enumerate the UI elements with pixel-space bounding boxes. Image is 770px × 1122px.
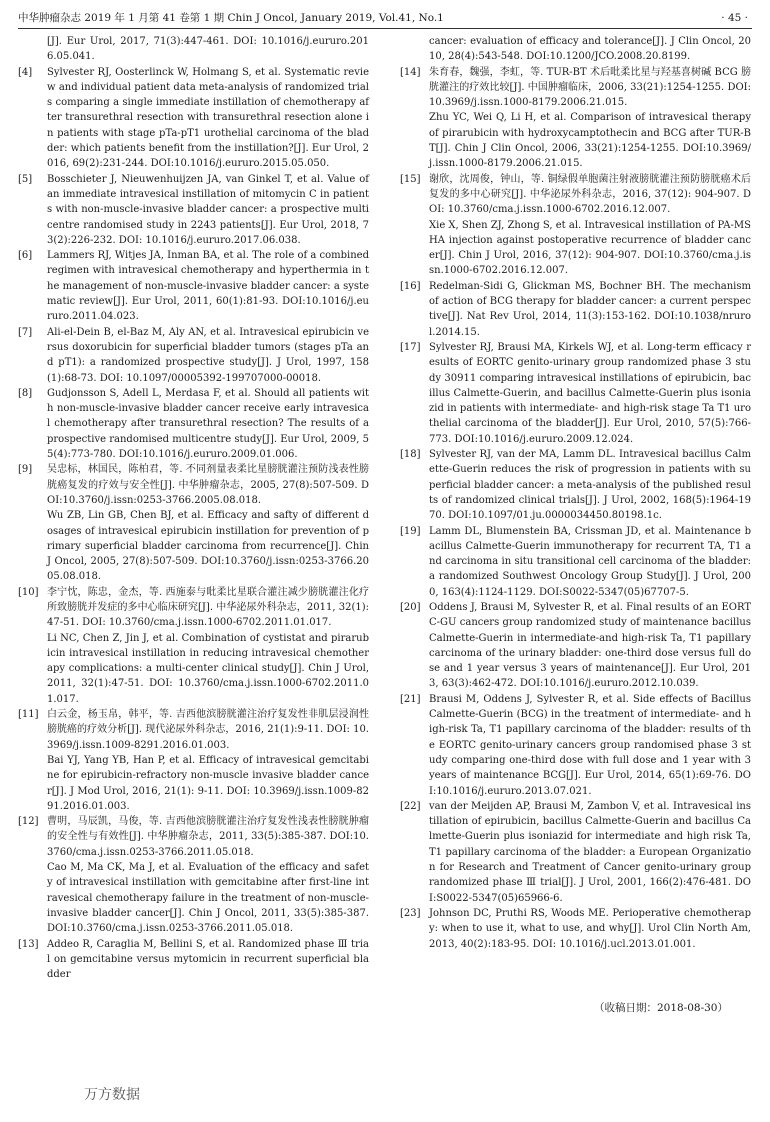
- references-left-column: [18, 34, 369, 982]
- reference-item: [18, 585, 369, 707]
- reference-number: [16]: [400, 280, 421, 292]
- running-header: [18, 8, 752, 29]
- reference-number: [21]: [400, 693, 421, 705]
- reference-text: Redelman-Sidi G, Glickman MS, Bochner BH. The mechanism of action of BCG therapy for bladder cancer: a current perspective[J]. Nat Rev Urol, 2014, 11(3):153-162. DOI:10.1038/nrurol.2014.15.: [429, 280, 751, 338]
- reference-number: [11]: [18, 709, 39, 721]
- reference-text: Bosschieter J, Nieuwenhuijzen JA, van Ginkel T, et al. Value of an immediate intravesical instillation of mitomycin C in patients with non-muscle-invasive bladder cancer: a prospective multicentre randomised study in 2243 patients[J]. Eur Urol, 2018, 73(2):226-232. DOI: 10.1016/j.eururo.2017.06.038.: [47, 173, 369, 246]
- received-date: （收稿日期：2018-08-30）: [593, 1002, 728, 1014]
- reference-text: van der Meijden AP, Brausi M, Zambon V, et al. Intravesical instillation of epirubicin, bacillus Calmette-Guerin and bacillus Calmette-Guerin plus isoniazid for intermediate and high risk Ta, T1 papillary carcinoma of the bladder: a European Organization for Research and Treatment of Cancer genito-urinary group randomized phase Ⅲ trial[J]. J Urol, 2001, 166(2):476-481. DOI:S0022-5347(05)65966-6.: [429, 800, 751, 904]
- reference-text: Zhu YC, Wei Q, Li H, et al. Comparison of intravesical therapy of pirarubicin with hydroxycamptothecin and BCG after TUR-BT[J]. Chin J Clin Oncol, 2006, 33(21):1254-1255. DOI:10.3969/j.issn.1000-8179.2006.21.015.: [429, 112, 751, 170]
- reference-item: [400, 65, 751, 172]
- reference-number: [22]: [400, 800, 421, 812]
- reference-text: Ali-el-Dein B, el-Baz M, Aly AN, et al. Intravesical epirubicin versus doxorubicin for superficial bladder tumors (stages pTa and pT1): a randomized prospective study[J]. J Urol, 1997, 158(1):68-73. DOI: 10.1097/00005392-199707000-00018.: [47, 326, 369, 384]
- reference-number: [23]: [400, 907, 421, 919]
- reference-text: Brausi M, Oddens J, Sylvester R, et al. Side effects of Bacillus Calmette-Guerin (BCG) in the treatment of intermediate- and high-risk Ta, T1 papillary carcinoma of the bladder: results of the EORTC genito-urinary cancers group randomised phase 3 study comparing one-third dose with full dose and 1 year with 3 years of maintenance BCG[J]. Eur Urol, 2014, 65(1):69-76. DOI:10.1016/j.eururo.2013.07.021.: [429, 693, 751, 797]
- reference-number: [17]: [400, 341, 421, 353]
- reference-text: Johnson DC, Pruthi RS, Woods ME. Perioperative chemotherapy: when to use it, what to use, and why[J]. Urol Clin North Am, 2013, 40(2):183-95. DOI: 10.1016/j.ucl.2013.01.001.: [429, 907, 751, 950]
- reference-text: Sylvester RJ, Brausi MA, Kirkels WJ, et al. Long-term efficacy results of EORTC genito-urinary group randomized phase 3 study 30911 comparing intravesical instillations of epirubicin, bacillus Calmette-Guerin, and bacillus Calmette-Guerin plus isoniazid in patients with intermediate- and high-risk stage Ta T1 urothelial carcinoma of the bladder[J]. Eur Urol, 2010, 57(5):766-773. DOI:10.1016/j.eururo.2009.12.024.: [429, 341, 751, 445]
- reference-item: [18, 248, 369, 324]
- reference-text: Oddens J, Brausi M, Sylvester R, et al. Final results of an EORTC-GU cancers group randomized study of maintenance bacillus Calmette-Guerin in intermediate-and high-risk Ta, T1 papillary carcinoma of the urinary bladder: one-third dose versus full dose and 1 year versus 3 years of maintenance[J]. Eur Urol, 2013, 63(3):462-472. DOI:10.1016/j.eururo.2012.10.039.: [429, 601, 751, 690]
- reference-item: [18, 814, 369, 936]
- reference-number: [20]: [400, 601, 421, 613]
- reference-text: [J]. Eur Urol, 2017, 71(3):447-461. DOI: 10.1016/j.eururo.2016.05.041.: [47, 36, 369, 63]
- reference-number: [10]: [18, 586, 39, 598]
- reference-text: 曹明，马辰凯，马俊，等. 吉西他滨膀胱灌注治疗复发性浅表性膀胱肿瘤的安全性与有效性[J]. 中华肿瘤杂志，2011, 33(5):385-387. DOI:10.3760/cma.j.issn.0253-3766.2011.05.018.: [47, 816, 369, 858]
- reference-text: 李宁忱，陈忠，金杰，等. 西施泰与吡柔比星联合灌注减少膀胱灌注化疗所致膀胱并发症的多中心临床研究[J]. 中华泌尿外科杂志，2011, 32(1):47-51. DOI: 10.3760/cma.j.issn.1000-6702.2011.01.017.: [47, 586, 369, 629]
- reference-item: [400, 692, 751, 799]
- reference-item: [18, 325, 369, 386]
- reference-text: 朱育春，魏强，李虹，等. TUR-BT 术后吡柔比星与羟基喜树碱 BCG 膀胱灌注的疗效比较[J]. 中国肿瘤临床，2006, 33(21):1254-1255. DOI:10.3969/j.issn.1000-8179.2006.21.015.: [429, 66, 751, 109]
- reference-text: Bai YJ, Yang YB, Han P, et al. Efficacy of intravesical gemcitabine for epirubicin-refractory non-muscle invasive bladder cancer[J]. J Mod Urol, 2016, 21(1): 9-11. DOI: 10.3969/j.issn.1009-8291.2016.01.003.: [47, 754, 369, 812]
- reference-item: [18, 462, 369, 584]
- reference-item: [400, 524, 751, 600]
- reference-item: [400, 906, 751, 952]
- reference-item: [18, 386, 369, 462]
- reference-number: [18]: [400, 449, 421, 461]
- reference-item: [400, 600, 751, 692]
- reference-item: [400, 279, 751, 340]
- reference-number: [14]: [400, 66, 421, 78]
- reference-item: [400, 34, 751, 65]
- reference-number: [6]: [18, 250, 33, 262]
- journal-header: 中华肿瘤杂志 2019 年 1 月第 41 卷第 1 期 Chin J Oncol, January 2019, Vol.41, No.1: [18, 12, 444, 24]
- reference-text: 谢欣，沈周俊，钟山，等. 铜绿假单胞菌注射液膀胱灌注预防膀胱癌术后复发的多中心研究[J]. 中华泌尿外科杂志，2016, 37(12): 904-907. DOI: 10.3760/cma.j.issn.1000-6702.2016.12.007.: [429, 173, 751, 216]
- references-right-column: [400, 34, 751, 952]
- reference-text: 吴忠标，林国民，陈柏君，等. 不同剂量表柔比星膀胱灌注预防浅表性膀胱癌复发的疗效与安全性[J]. 中华肿瘤杂志，2005, 27(8):507-509. DOI:10.3760/j.issn:0253-3766.2005.08.018.: [47, 464, 369, 506]
- reference-number: [15]: [400, 173, 421, 185]
- reference-text: Lamm DL, Blumenstein BA, Crissman JD, et al. Maintenance bacillus Calmette-Guerin immunotherapy for recurrent TA, T1 and carcinoma in situ transitional cell carcinoma of the bladder: a randomized Southwest Oncology Group Study[J]. J Urol, 2000, 163(4):1124-1129. DOI:S0022-5347(05)67707-5.: [429, 525, 751, 598]
- reference-text: Gudjonsson S, Adell L, Merdasa F, et al. Should all patients with non-muscle-invasive bladder cancer receive early intravesical chemotherapy after transurethral resection? The results of a prospective randomised multicentre study[J]. Eur Urol, 2009, 55(4):773-780. DOI:10.1016/j.eururo.2009.01.006.: [47, 387, 369, 461]
- reference-number: [12]: [18, 816, 39, 828]
- reference-number: [4]: [18, 66, 33, 78]
- reference-item: [18, 707, 369, 814]
- reference-item: [18, 65, 369, 172]
- reference-text: 白云金，杨玉帛，韩平，等. 吉西他滨膀胱灌注治疗复发性非肌层浸润性膀胱癌的疗效分析[J]. 现代泌尿外科杂志，2016, 21(1):9-11. DOI: 10.3969/j.issn.1009-8291.2016.01.003.: [47, 709, 369, 751]
- reference-number: [5]: [18, 173, 33, 185]
- page-number: · 45 ·: [721, 12, 748, 24]
- reference-item: [400, 172, 751, 279]
- reference-item: [400, 447, 751, 523]
- reference-text: Wu ZB, Lin GB, Chen BJ, et al. Efficacy and safty of different dosages of intravesical epirubicin instillation for prevention of primary superficial bladder carcinoma from recurrence[J]. Chin J Oncol, 2005, 27(8):507-509. DOI:10.3760/j.issn:0253-3766.2005.08.018.: [47, 510, 369, 583]
- reference-text: cancer: evaluation of efficacy and tolerance[J]. J Clin Oncol, 2010, 28(4):543-548. DOI:10.1200/JCO.2008.20.8199.: [429, 36, 751, 63]
- reference-item: [18, 937, 369, 983]
- reference-text: Xie X, Shen ZJ, Zhong S, et al. Intravesical instillation of PA-MSHA injection against postoperative recurrence of bladder cancer[J]. Chin J Urol, 2016, 37(12): 904-907. DOI:10.3760/cma.j.issn.1000-6702.2016.12.007.: [429, 219, 751, 277]
- reference-number: [13]: [18, 938, 39, 950]
- reference-number: [8]: [18, 387, 33, 399]
- reference-text: Sylvester RJ, van der MA, Lamm DL. Intravesical bacillus Calmette-Guerin reduces the risk of progression in patients with superficial bladder cancer: a meta-analysis of the published results of randomized clinical trials[J]. J Urol, 2002, 168(5):1964-1970. DOI:10.1097/01.ju.0000034450.80198.1c.: [429, 449, 751, 522]
- reference-item: [18, 172, 369, 248]
- reference-item: [400, 340, 751, 447]
- reference-item: [400, 799, 751, 906]
- reference-text: Li NC, Chen Z, Jin J, et al. Combination of cystistat and pirarubicin intravesical instillation in reducing intravesical chemotherapy complications: a multi-center clinical study[J]. Chin J Urol, 2011, 32(1):47-51. DOI: 10.3760/cma.j.issn.1000-6702.2011.01.017.: [47, 632, 369, 705]
- reference-text: Sylvester RJ, Oosterlinck W, Holmang S, et al. Systematic review and individual patient data meta-analysis of randomized trials comparing a single immediate instillation of chemotherapy after transurethral resection with transurethral resection alone in patients with stage pTa-pT1 urothelial carcinoma of the bladder: which patients benefit from the instillation?[J]. Eur Urol, 2016, 69(2):231-244. DOI:10.1016/j.eururo.2015.05.050.: [47, 66, 369, 170]
- reference-text: Lammers RJ, Witjes JA, Inman BA, et al. The role of a combined regimen with intravesical chemotherapy and hyperthermia in the management of non-muscle-invasive bladder cancer: a systematic review[J]. Eur Urol, 2011, 60(1):81-93. DOI:10.1016/j.eururo.2011.04.023.: [47, 250, 369, 323]
- reference-item: [18, 34, 369, 65]
- reference-text: Addeo R, Caraglia M, Bellini S, et al. Randomized phase Ⅲ trial on gemcitabine versus mytomicin in recurrent superficial bladder: [47, 938, 369, 981]
- reference-number: [9]: [18, 464, 33, 476]
- reference-text: Cao M, Ma CK, Ma J, et al. Evaluation of the efficacy and safety of intravesical instillation with gemcitabine after first-line intravesical chemotherapy failure in the treatment of non-muscle-invasive bladder cancer[J]. Chin J Oncol, 2011, 33(5):385-387. DOI:10.3760/cma.j.issn.0253-3766.2011.05.018.: [47, 862, 369, 935]
- watermark-text: 万方数据: [84, 1087, 140, 1103]
- reference-number: [7]: [18, 326, 33, 338]
- reference-number: [19]: [400, 525, 421, 537]
